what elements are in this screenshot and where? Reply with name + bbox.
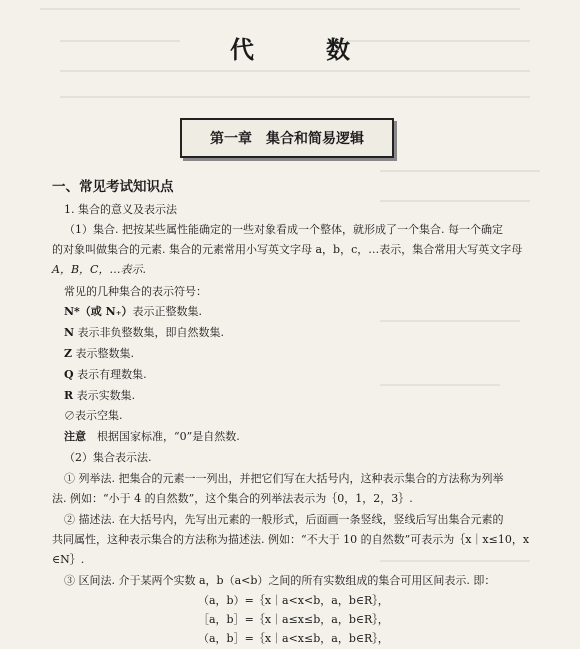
set-description: 表示有理数集.	[73, 368, 147, 381]
text-line: （1）集合. 把按某些属性能确定的一些对象看成一个整体，就形成了一个集合. 每一个确定	[64, 223, 503, 236]
text-line: 法. 例如：“小于 4 的自然数”，这个集合的列举法表示为｛0，1，2，3｝.	[52, 492, 413, 505]
text-line: ∈N｝.	[52, 553, 85, 566]
text-line: ∅表示空集.	[64, 409, 123, 422]
set-description: 表示正整数集.	[132, 305, 202, 318]
text-line	[64, 344, 134, 364]
interval-open: （a，b）=｛x｜a<x<b，a，b∈R｝，	[198, 594, 389, 607]
note-label: 注意	[64, 430, 86, 443]
set-symbol: N	[64, 326, 75, 339]
chapter-name: 集合和简易逻辑	[266, 131, 364, 147]
text-line: ① 列举法. 把集合的元素一一列出，并把它们写在大括号内，这种表示集合的方法称为列举	[64, 472, 504, 485]
text-line: A，B，C，…表示.	[52, 263, 146, 276]
chapter-number: 第一章	[210, 131, 252, 147]
text-line	[64, 427, 240, 447]
interval-closed: ［a，b］=｛x｜a≤x≤b，a，b∈R｝，	[198, 613, 389, 626]
text-line	[64, 386, 135, 406]
set-symbol: Z	[64, 347, 73, 360]
set-description: 表示整数集.	[72, 347, 135, 360]
page-title: 代 数	[230, 35, 374, 64]
section-heading: 一、常见考试知识点	[52, 179, 174, 195]
text-line	[64, 323, 224, 343]
note-text: 根据国家标准，“0”是自然数.	[86, 430, 240, 443]
set-description: 表示非负整数集，即自然数集.	[74, 326, 225, 339]
interval-half-open: （a，b］=｛x｜a<x≤b，a，b∈R｝，	[198, 632, 389, 645]
set-description: 表示实数集.	[73, 389, 136, 402]
text-line: （2）集合表示法.	[64, 451, 152, 464]
chapter-heading	[180, 118, 394, 158]
set-symbol: R	[64, 389, 74, 402]
text-line: ② 描述法. 在大括号内，先写出元素的一般形式，后面画一条竖线，竖线后写出集合元素的	[64, 513, 504, 526]
text-line	[64, 365, 147, 385]
text-line: 1. 集合的意义及表示法	[64, 203, 177, 216]
text-line: 常见的几种集合的表示符号：	[64, 285, 207, 298]
set-symbol: N*（或 N₊）	[64, 305, 133, 318]
set-symbol: Q	[64, 368, 74, 381]
text-line: ③ 区间法. 介于某两个实数 a，b（a<b）之间的所有实数组成的集合可用区间表示. 即：	[64, 574, 496, 587]
text-line	[64, 302, 202, 322]
text-line: 的对象叫做集合的元素. 集合的元素常用小写英文字母 a，b，c，…表示，集合常用大写英文字母	[52, 243, 523, 256]
text-line: 共同属性，这种表示集合的方法称为描述法. 例如：“不大于 10 的自然数”可表示为｛x｜x≤10，x	[52, 533, 530, 546]
